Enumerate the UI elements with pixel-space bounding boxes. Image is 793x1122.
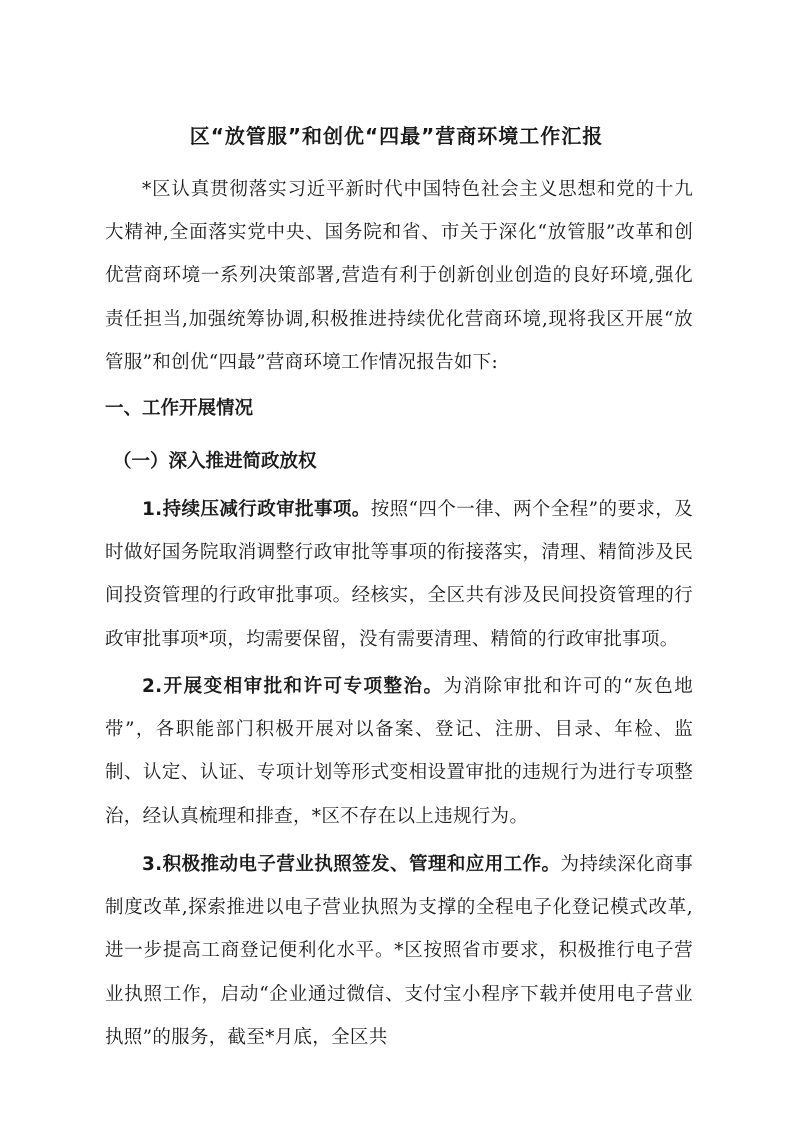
intro-paragraph: *区认真贯彻落实习近平新时代中国特色社会主义思想和党的十九大精神,全面落实党中央、国务院和省、市关于深化“放管服”改革和创优营商环境一系列决策部署,营造有利于创新创业创造的良好环境,强化责任担当,加强统筹协调,积极推进持续优化营商环境,现将我区开展“放管服”和创优“四最”营商环境工作情况报告如下: [105, 179, 693, 373]
item-text-3: 为持续深化商事制度改革,探索推进以电子营业执照为支撑的全程电子化登记模式改革,进一步提高工商登记便利化水平。*区按照省市要求，积极推行电子营业执照工作，启动“企业通过微信、支付宝小程序下载并使用电子营业执照”的服务，截至*月底，全区共 [105, 854, 693, 1048]
subsection-heading-1: （一）深入推进简政放权 [113, 451, 317, 472]
item-paragraph-2 [105, 665, 693, 838]
section-heading-1: 一、工作开展情况 [105, 398, 254, 419]
document-title: 区“放管服”和创优“四最”营商环境工作汇报 [189, 124, 604, 148]
item-paragraph-3 [105, 843, 693, 1059]
item-paragraph-1 [105, 488, 693, 661]
item-lead-1: 1.持续压减行政审批事项。 [142, 499, 371, 520]
item-lead-2: 2.开展变相审批和许可专项整治。 [142, 676, 444, 697]
item-lead-3: 3.积极推动电子营业执照签发、管理和应用工作。 [142, 854, 561, 875]
item-text-1: 按照“四个一律、两个全程”的要求，及时做好国务院取消调整行政审批等事项的衔接落实，清理、精简涉及民间投资管理的行政审批事项。经核实，全区共有涉及民间投资管理的行政审批事项*项，均需要保留，没有需要清理、精简的行政审批事项。 [105, 499, 693, 650]
item-text-2: 为消除审批和许可的“灰色地带”，各职能部门积极开展对以备案、登记、注册、目录、年检、监制、认定、认证、专项计划等形式变相设置审批的违规行为进行专项整治，经认真梳理和排查，*区不存在以上违规行为。 [105, 676, 694, 827]
